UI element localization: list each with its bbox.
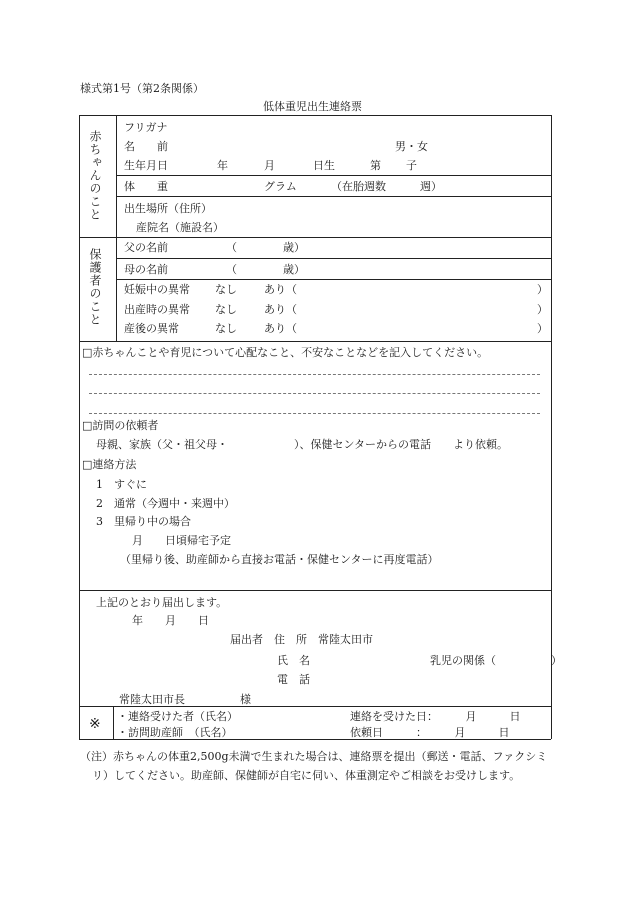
facility-label: 産院名（施設名） bbox=[136, 221, 224, 234]
return-home-date: 月 日頃帰宅予定 bbox=[132, 534, 231, 547]
weight-unit: グラム bbox=[264, 180, 297, 193]
mother-name-label: 母の名前 bbox=[124, 263, 168, 276]
infant-relation: 乳児の関係（ ） bbox=[430, 654, 562, 667]
request-date: 依頼日 ： 月 日 bbox=[350, 726, 510, 739]
row-line-father bbox=[116, 258, 551, 259]
form-number: 様式第1号（第2条関係） bbox=[80, 82, 204, 95]
border-right bbox=[551, 115, 552, 739]
postpartum-abnormality-label: 産後の異常 bbox=[124, 322, 179, 335]
contact-method-heading: □ 連絡方法 bbox=[82, 459, 136, 470]
row-line-concerns bbox=[79, 341, 551, 342]
visit-requester-heading: □ 訪問の依頼者 bbox=[82, 420, 158, 431]
gestation-weeks: 週） bbox=[420, 180, 442, 193]
furigana-label: フリガナ bbox=[124, 121, 168, 134]
delivery-none: なし bbox=[215, 303, 237, 316]
weight-label: 体 重 bbox=[124, 180, 168, 193]
pregnancy-none: なし bbox=[215, 283, 237, 296]
father-age-open: （ bbox=[226, 241, 237, 254]
border-bottom bbox=[79, 739, 551, 740]
border-left bbox=[79, 115, 80, 739]
row-line-submission bbox=[79, 590, 551, 591]
submitter-address: 届出者 住 所 常陸太田市 bbox=[230, 633, 373, 646]
visit-requester-text: 母親、家族（父・祖父母・ ）、保健センターからの電話 より依頼。 bbox=[96, 438, 509, 451]
mother-age: 歳） bbox=[283, 263, 305, 276]
return-note: （里帰り後、助産師から直接お電話・保健センターに再度電話） bbox=[120, 553, 439, 566]
postpartum-none: なし bbox=[215, 322, 237, 335]
received-date: 連絡を受けた日： 月 日 bbox=[350, 710, 521, 723]
gestation-label: （在胎週数 bbox=[331, 180, 386, 193]
row-line-weight bbox=[116, 196, 551, 197]
delivery-close: ） bbox=[537, 303, 548, 316]
pregnancy-close: ） bbox=[537, 283, 548, 296]
row-line-mother bbox=[116, 279, 551, 280]
contact-option-2: 2 通常（今週中・来週中） bbox=[96, 497, 235, 510]
submitter-name: 氏 名 bbox=[277, 654, 310, 667]
birth-month: 月 bbox=[264, 159, 275, 172]
postpartum-yes: あり（ bbox=[264, 322, 297, 335]
form-title: 低体重児出生連絡票 bbox=[263, 100, 362, 113]
pregnancy-yes: あり（ bbox=[264, 283, 297, 296]
mother-age-open: （ bbox=[226, 263, 237, 276]
visiting-midwife: ・訪問助産師 （氏名） bbox=[117, 726, 233, 739]
birth-day: 日生 bbox=[313, 159, 335, 172]
row-line-office bbox=[79, 706, 551, 707]
footnote-line-2: リ）してください。助産師、保健師が自宅に伺い、体重測定やご相談をお受けします。 bbox=[92, 769, 521, 782]
writing-line-2 bbox=[89, 393, 540, 394]
received-by: ・連絡受けた者（氏名） bbox=[117, 710, 238, 723]
section-label-divider-baby bbox=[116, 115, 117, 237]
row-line-section bbox=[79, 237, 551, 238]
birthplace-label: 出生場所（住所） bbox=[124, 202, 212, 215]
postpartum-close: ） bbox=[537, 322, 548, 335]
office-mark-divider bbox=[113, 706, 114, 739]
writing-line-1 bbox=[89, 374, 540, 375]
delivery-abnormality-label: 出産時の異常 bbox=[124, 303, 190, 316]
birth-order: 第 bbox=[370, 159, 381, 172]
birth-year: 年 bbox=[217, 159, 228, 172]
father-name-label: 父の名前 bbox=[124, 241, 168, 254]
baby-name-label: 名 前 bbox=[124, 140, 168, 153]
contact-option-1: 1 すぐに bbox=[96, 478, 147, 491]
delivery-yes: あり（ bbox=[264, 303, 297, 316]
guardian-section-label: 保護者のこと bbox=[88, 248, 102, 326]
birth-order-child: 子 bbox=[406, 159, 417, 172]
border-top bbox=[79, 115, 551, 116]
birth-date-label: 生年月日 bbox=[124, 159, 168, 172]
concerns-prompt: □ 赤ちゃんことや育児について心配なこと、不安なことなどを記入してください。 bbox=[82, 347, 488, 358]
office-use-mark: ※ bbox=[89, 716, 101, 732]
submitter-phone: 電 話 bbox=[277, 673, 310, 686]
father-age: 歳） bbox=[283, 241, 305, 254]
submission-date: 年 月 日 bbox=[132, 614, 209, 627]
section-label-divider-guardian bbox=[116, 237, 117, 341]
submission-statement: 上記のとおり届出します。 bbox=[96, 596, 228, 609]
sex-choice: 男・女 bbox=[395, 140, 428, 153]
pregnancy-abnormality-label: 妊娠中の異常 bbox=[124, 283, 190, 296]
baby-section-label: 赤ちゃんのこと bbox=[88, 130, 102, 221]
contact-option-3: 3 里帰り中の場合 bbox=[96, 515, 191, 528]
row-line-name bbox=[116, 175, 551, 176]
footnote-line-1: （注）赤ちゃんの体重2,500g未満で生まれた場合は、連絡票を提出（郵送・電話、ファクシミ bbox=[80, 750, 548, 763]
addressee: 常陸太田市長 様 bbox=[119, 693, 251, 706]
writing-line-3 bbox=[89, 413, 540, 414]
